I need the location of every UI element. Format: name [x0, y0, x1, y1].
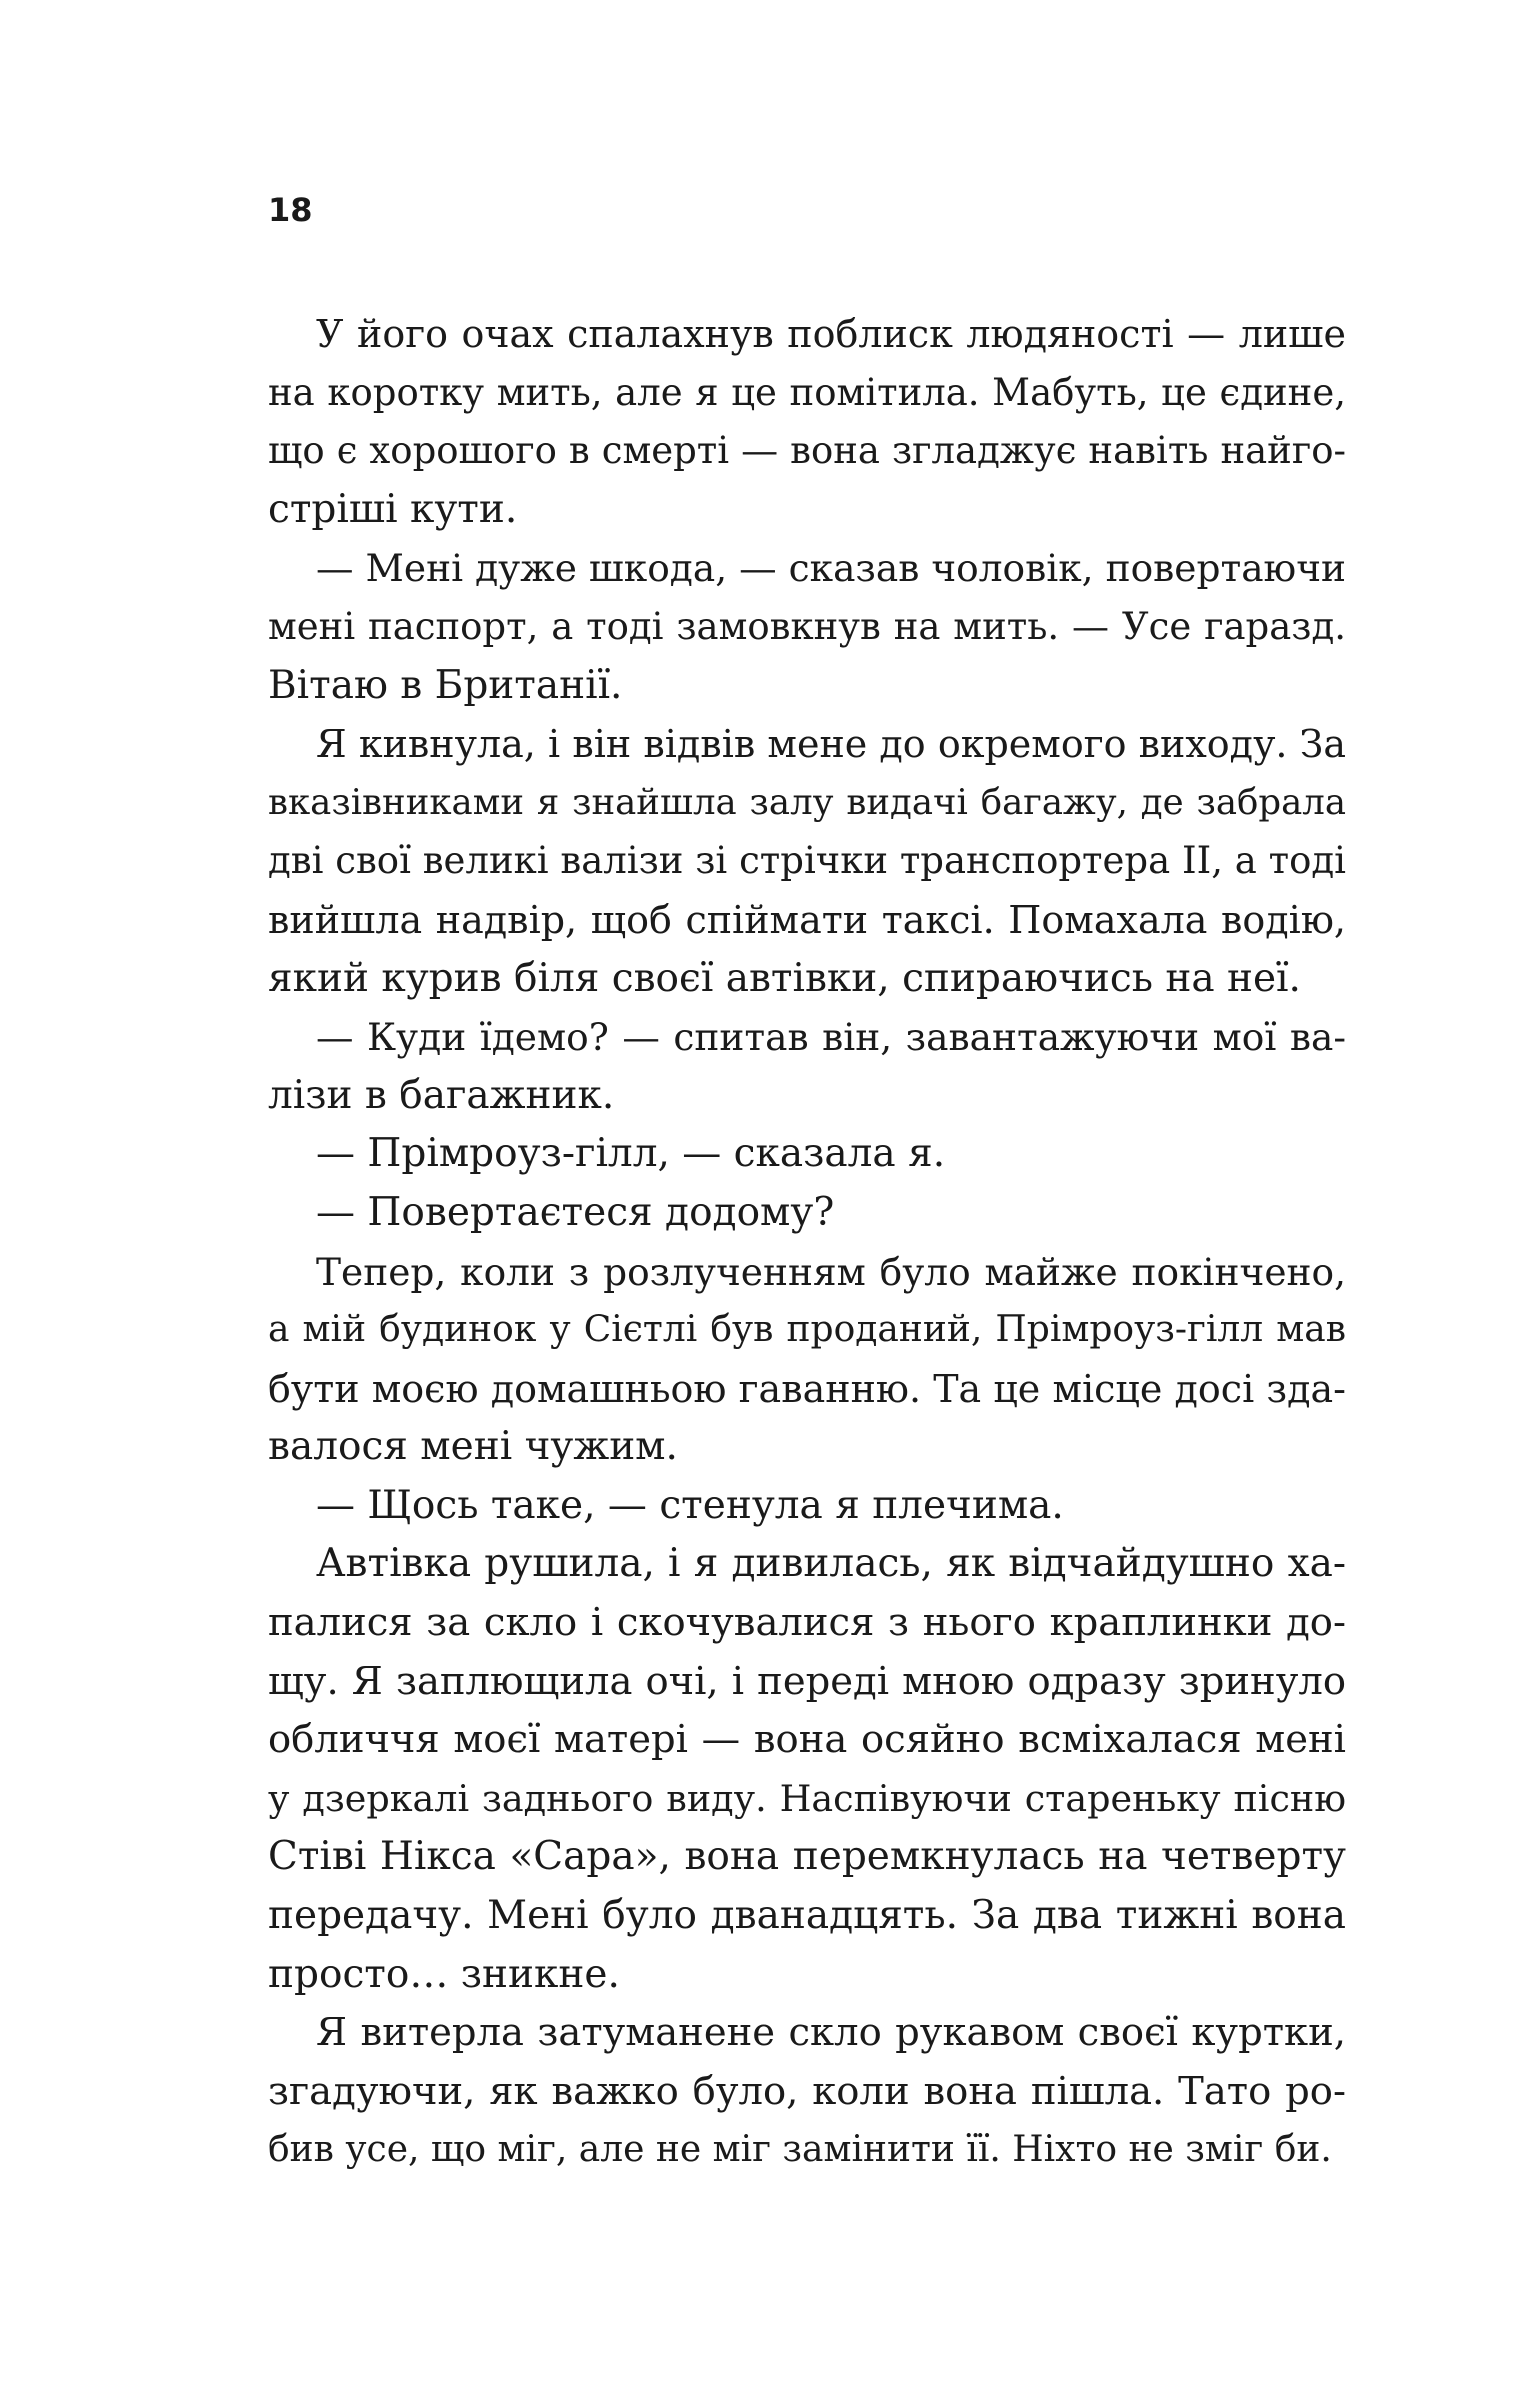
text-line: Я витерла затуманене скло рукавом своєї куртки,: [316, 2010, 1346, 2056]
text-line: щу. Я заплющила очі, і переді мною одразу зринуло: [268, 1658, 1346, 1704]
body-text: [268, 305, 1346, 2180]
text-line: згадуючи, як важко було, коли вона пішла. Тато ро-: [268, 2068, 1346, 2114]
text-line: просто… зникне.: [268, 1951, 620, 1997]
text-line: Стіві Нікса «Сара», вона перемкнулась на четверту: [268, 1834, 1346, 1880]
text-line: бути моєю домашньою гаванню. Та це місце досі зда-: [268, 1366, 1346, 1411]
text-line: а мій будинок у Сієтлі був проданий, Прімроуз-гілл мав: [268, 1309, 1346, 1351]
text-line: — Мені дуже шкода, — сказав чоловік, повертаючи: [316, 546, 1346, 591]
text-line: вказівниками я знайшла залу видачі багажу, де забрала: [268, 781, 1346, 823]
text-line: обличчя моєї матері — вона осяйно всміхалася мені: [268, 1717, 1346, 1763]
text-line: Автівка рушила, і я дивилась, як відчайдушно ха-: [316, 1541, 1346, 1587]
text-line: палися за скло і скочувалися з нього краплинки до-: [268, 1600, 1346, 1646]
text-line: валося мені чужим.: [268, 1424, 678, 1470]
text-line: Вітаю в Британії.: [268, 662, 623, 708]
text-line: стріші кути.: [268, 486, 518, 532]
text-line: Я кивнула, і він відвів мене до окремого виходу. За: [316, 722, 1346, 767]
text-line: Тепер, коли з розлученням було майже покінчено,: [316, 1249, 1346, 1294]
text-line: бив усе, що міг, але не міг замінити її. Ніхто не зміг би.: [268, 2129, 1332, 2171]
text-line: що є хорошого в смерті — вона згладжує навіть найго-: [268, 429, 1346, 473]
text-line: у дзеркалі заднього виду. Наспівуючи стареньку пісню: [268, 1776, 1346, 1820]
text-line: У його очах спалахнув поблиск людяності — лише: [316, 312, 1346, 356]
text-line: — Щось таке, — стенула я плечима.: [316, 1482, 1064, 1528]
text-line: — Прімроуз-гілл, — сказала я.: [316, 1131, 946, 1177]
page-number: 18: [268, 191, 313, 229]
text-line: передачу. Мені було дванадцять. За два тижні вона: [268, 1893, 1346, 1939]
text-line: мені паспорт, а тоді замовкнув на мить. — Усе гаразд.: [268, 604, 1346, 648]
text-line: який курив біля своєї автівки, спираючись на неї.: [268, 955, 1301, 1001]
text-line: — Повертаєтеся додому?: [316, 1189, 835, 1235]
text-line: дві свої великі валізи зі стрічки транспортера ІІ, а тоді: [268, 839, 1346, 883]
text-line: вийшла надвір, щоб спіймати таксі. Помахала водію,: [268, 897, 1346, 942]
text-line: на коротку мить, але я це помітила. Мабуть, це єдине,: [268, 370, 1346, 414]
text-line: — Куди їдемо? — спитав він, завантажуючи мої ва-: [316, 1015, 1346, 1060]
text-line: лізи в багажник.: [268, 1072, 615, 1118]
